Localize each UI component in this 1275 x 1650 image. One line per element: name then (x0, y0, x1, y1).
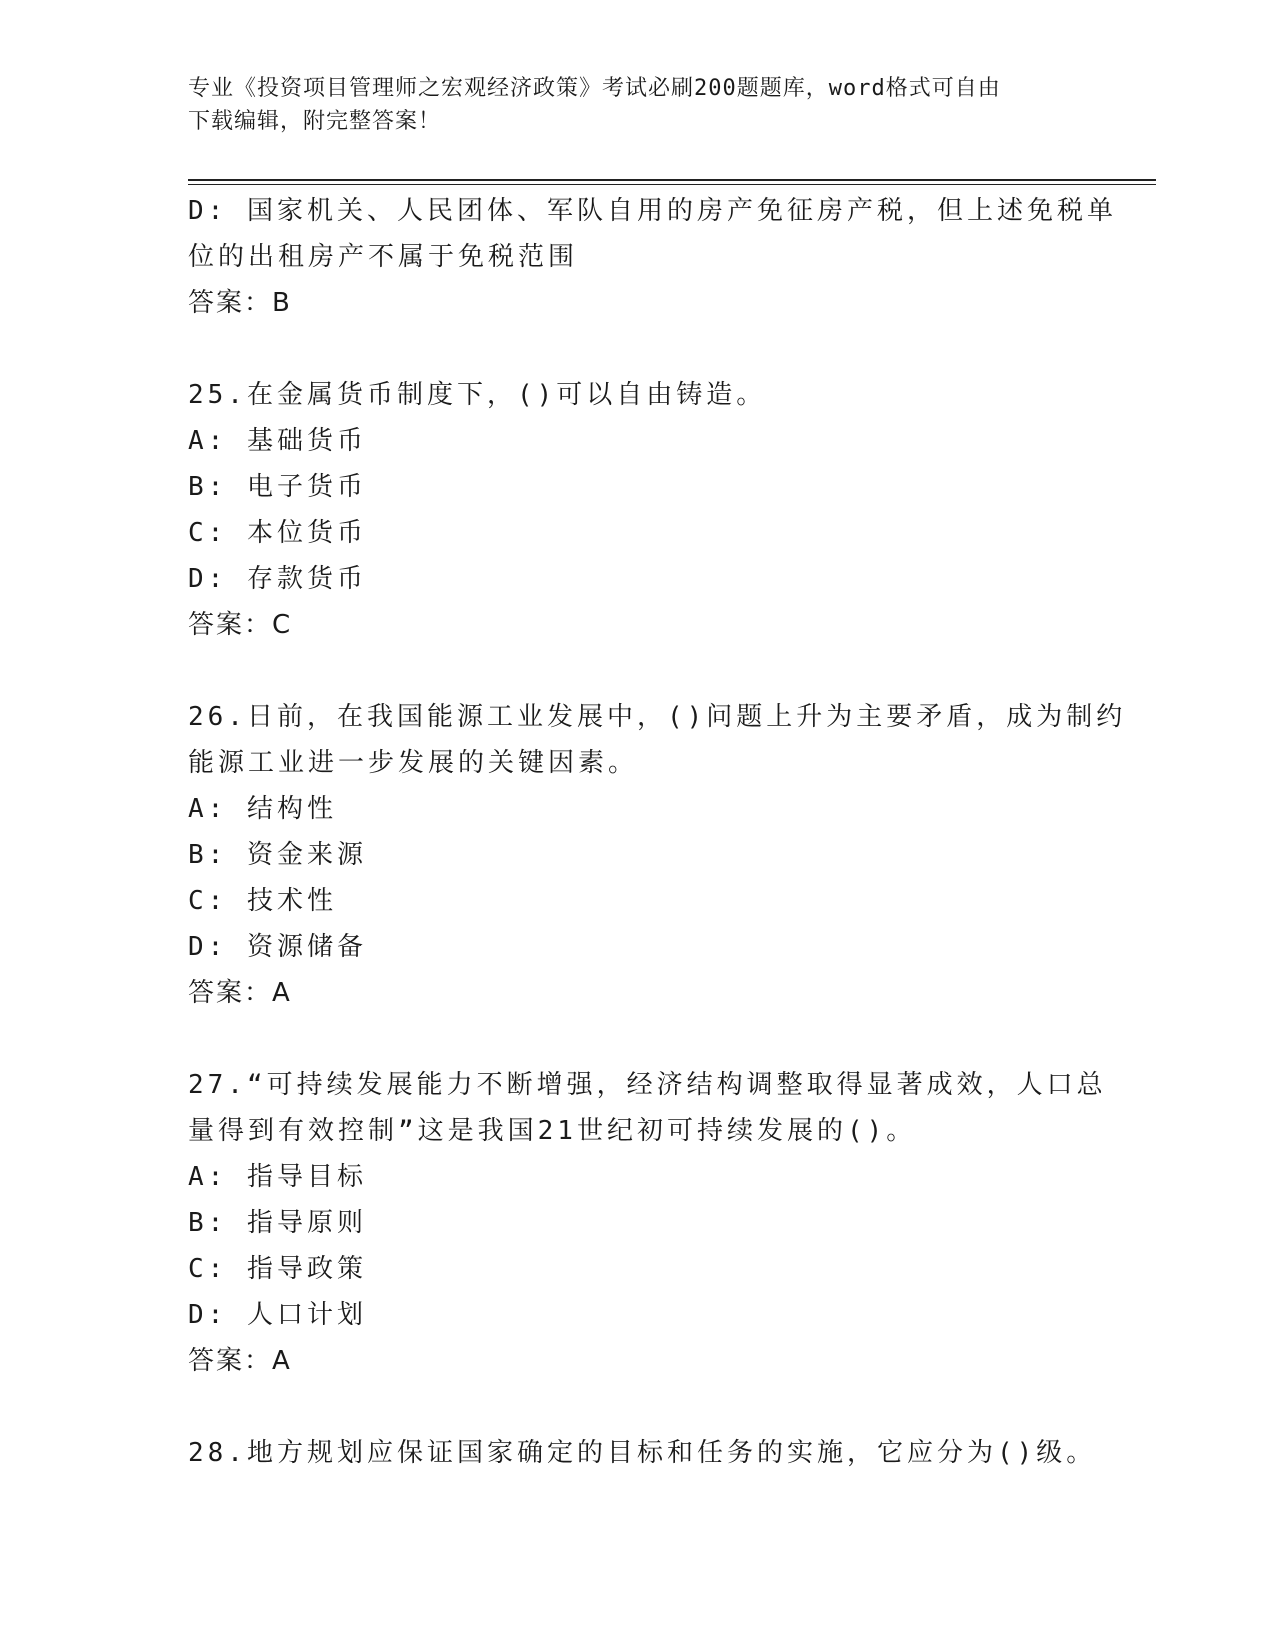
option-c: C: 技术性 (188, 886, 337, 916)
header-rule-thin (188, 184, 1156, 185)
question-27 (188, 1062, 1107, 1384)
question-text-line-1: 27.“可持续发展能力不断增强，经济结构调整取得显著成效，人口总 (188, 1070, 1107, 1100)
header-rule-thick (188, 179, 1156, 181)
option-a: A: 指导目标 (188, 1162, 367, 1192)
option-d-line-2: 位的出租房产不属于免税范围 (188, 242, 579, 272)
question-28 (188, 1430, 1097, 1476)
option-c: C: 指导政策 (188, 1254, 367, 1284)
question-text: 25.在金属货币制度下，()可以自由铸造。 (188, 380, 767, 410)
question-text-line-2: 能源工业进一步发展的关键因素。 (188, 748, 639, 778)
answer: 答案：C (188, 610, 293, 640)
option-b: B: 指导原则 (188, 1208, 367, 1238)
answer: 答案：A (188, 1346, 292, 1376)
option-c: C: 本位货币 (188, 518, 367, 548)
option-d: D: 资源储备 (188, 932, 367, 962)
option-d: D: 人口计划 (188, 1300, 367, 1330)
question-26 (188, 694, 1127, 1016)
option-b: B: 电子货币 (188, 472, 367, 502)
answer: 答案：A (188, 978, 292, 1008)
option-a: A: 基础货币 (188, 426, 367, 456)
option-d-line-1: D: 国家机关、人民团体、军队自用的房产免征房产税，但上述免税单 (188, 196, 1117, 226)
question-text: 28.地方规划应保证国家确定的目标和任务的实施，它应分为()级。 (188, 1438, 1097, 1468)
option-b: B: 资金来源 (188, 840, 367, 870)
header-line-2: 下载编辑，附完整答案！ (188, 109, 442, 134)
question-25 (188, 372, 1088, 648)
answer: 答案：B (188, 288, 292, 318)
question-text-line-1: 26.日前，在我国能源工业发展中，()问题上升为主要矛盾，成为制约 (188, 702, 1127, 732)
document-header (188, 72, 1078, 138)
question-list (188, 188, 1127, 1476)
question-text-line-2: 量得到有效控制”这是我国21世纪初可持续发展的()。 (188, 1116, 917, 1146)
header-line-1: 专业《投资项目管理师之宏观经济政策》考试必刷200题题库，word格式可自由 (188, 76, 1001, 101)
option-a: A: 结构性 (188, 794, 337, 824)
option-d: D: 存款货币 (188, 564, 367, 594)
question-24-continued (188, 188, 1117, 326)
